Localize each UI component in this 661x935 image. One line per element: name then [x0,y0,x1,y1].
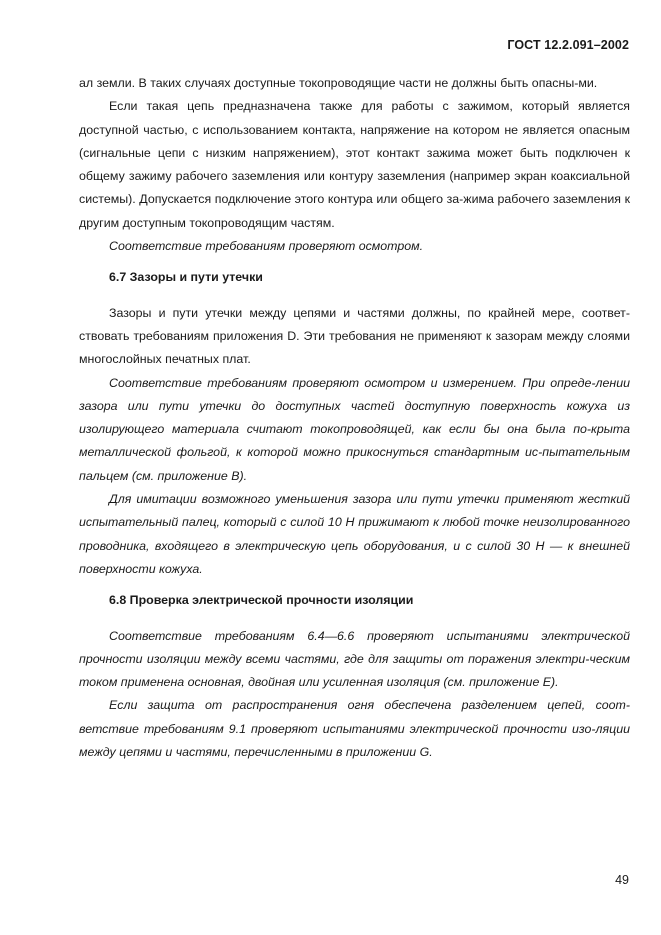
document-body [79,72,630,764]
paragraph-clearance-measurement: Соответствие требованиям проверяют осмотром и измерением. При опреде-лении зазора или пути утечки до доступных частей доступную поверхность кожуха из изолирующего материала считают токопроводящей, как если бы она была по-крыта металлической фольгой, к которой можно прикоснуться стандартным ис-пытательным пальцем (см. приложение В). [79,375,630,483]
paragraph-circuit-clamp: Если такая цепь предназначена также для работы с зажимом, который является доступной частью, с использованием контакта, напряжение на котором не является опасным (сигнальные цепи с низким напряжением), этот контакт зажима может быть подключен к общему зажиму рабочего заземления или контуру заземления (например экран коаксиальной системы). Допускается подключение этого контура или общего за-жима рабочего заземления к другим доступным токопроводящим частям. [79,99,630,230]
paragraph-compliance-inspection: Соответствие требованиям проверяют осмотром. [109,239,424,254]
paragraph-clearances: Зазоры и пути утечки между цепями и частями должны, по крайней мере, соответ-ствовать требованиям приложения D. Эти требования не применяют к зазорам между слоями многослойных печатных плат. [79,305,630,367]
paragraph-test-finger: Для имитации возможного уменьшения зазора или пути утечки применяют жесткий испытательный палец, который с силой 10 Н прижимают к любой точке неизолированного проводника, входящего в электрическую цепь оборудования, и с силой 30 Н — к внешней поверхности кожуха. [79,492,630,576]
standard-header: ГОСТ 12.2.091–2002 [507,38,629,52]
page-number: 49 [615,873,629,887]
section-heading-6-7: 6.7 Зазоры и пути утечки [109,270,263,285]
section-heading-6-8: 6.8 Проверка электрической прочности изоляции [109,593,414,608]
paragraph-fire-separation: Если защита от распространения огня обеспечена разделением цепей, соот-ветствие требованиям 9.1 проверяют испытаниями электрической прочности изо-ляции между цепями и частями, перечисленными в приложении G. [79,698,630,760]
paragraph-continuation: ал земли. В таких случаях доступные токопроводящие части не должны быть опасны-ми. [79,76,598,90]
paragraph-dielectric-strength: Соответствие требованиям 6.4—6.6 проверяют испытаниями электрической прочности изоляции между всеми частями, где для защиты от поражения электри-ческим током применена основная, двойная или усиленная изоляция (см. приложение Е). [79,628,630,690]
